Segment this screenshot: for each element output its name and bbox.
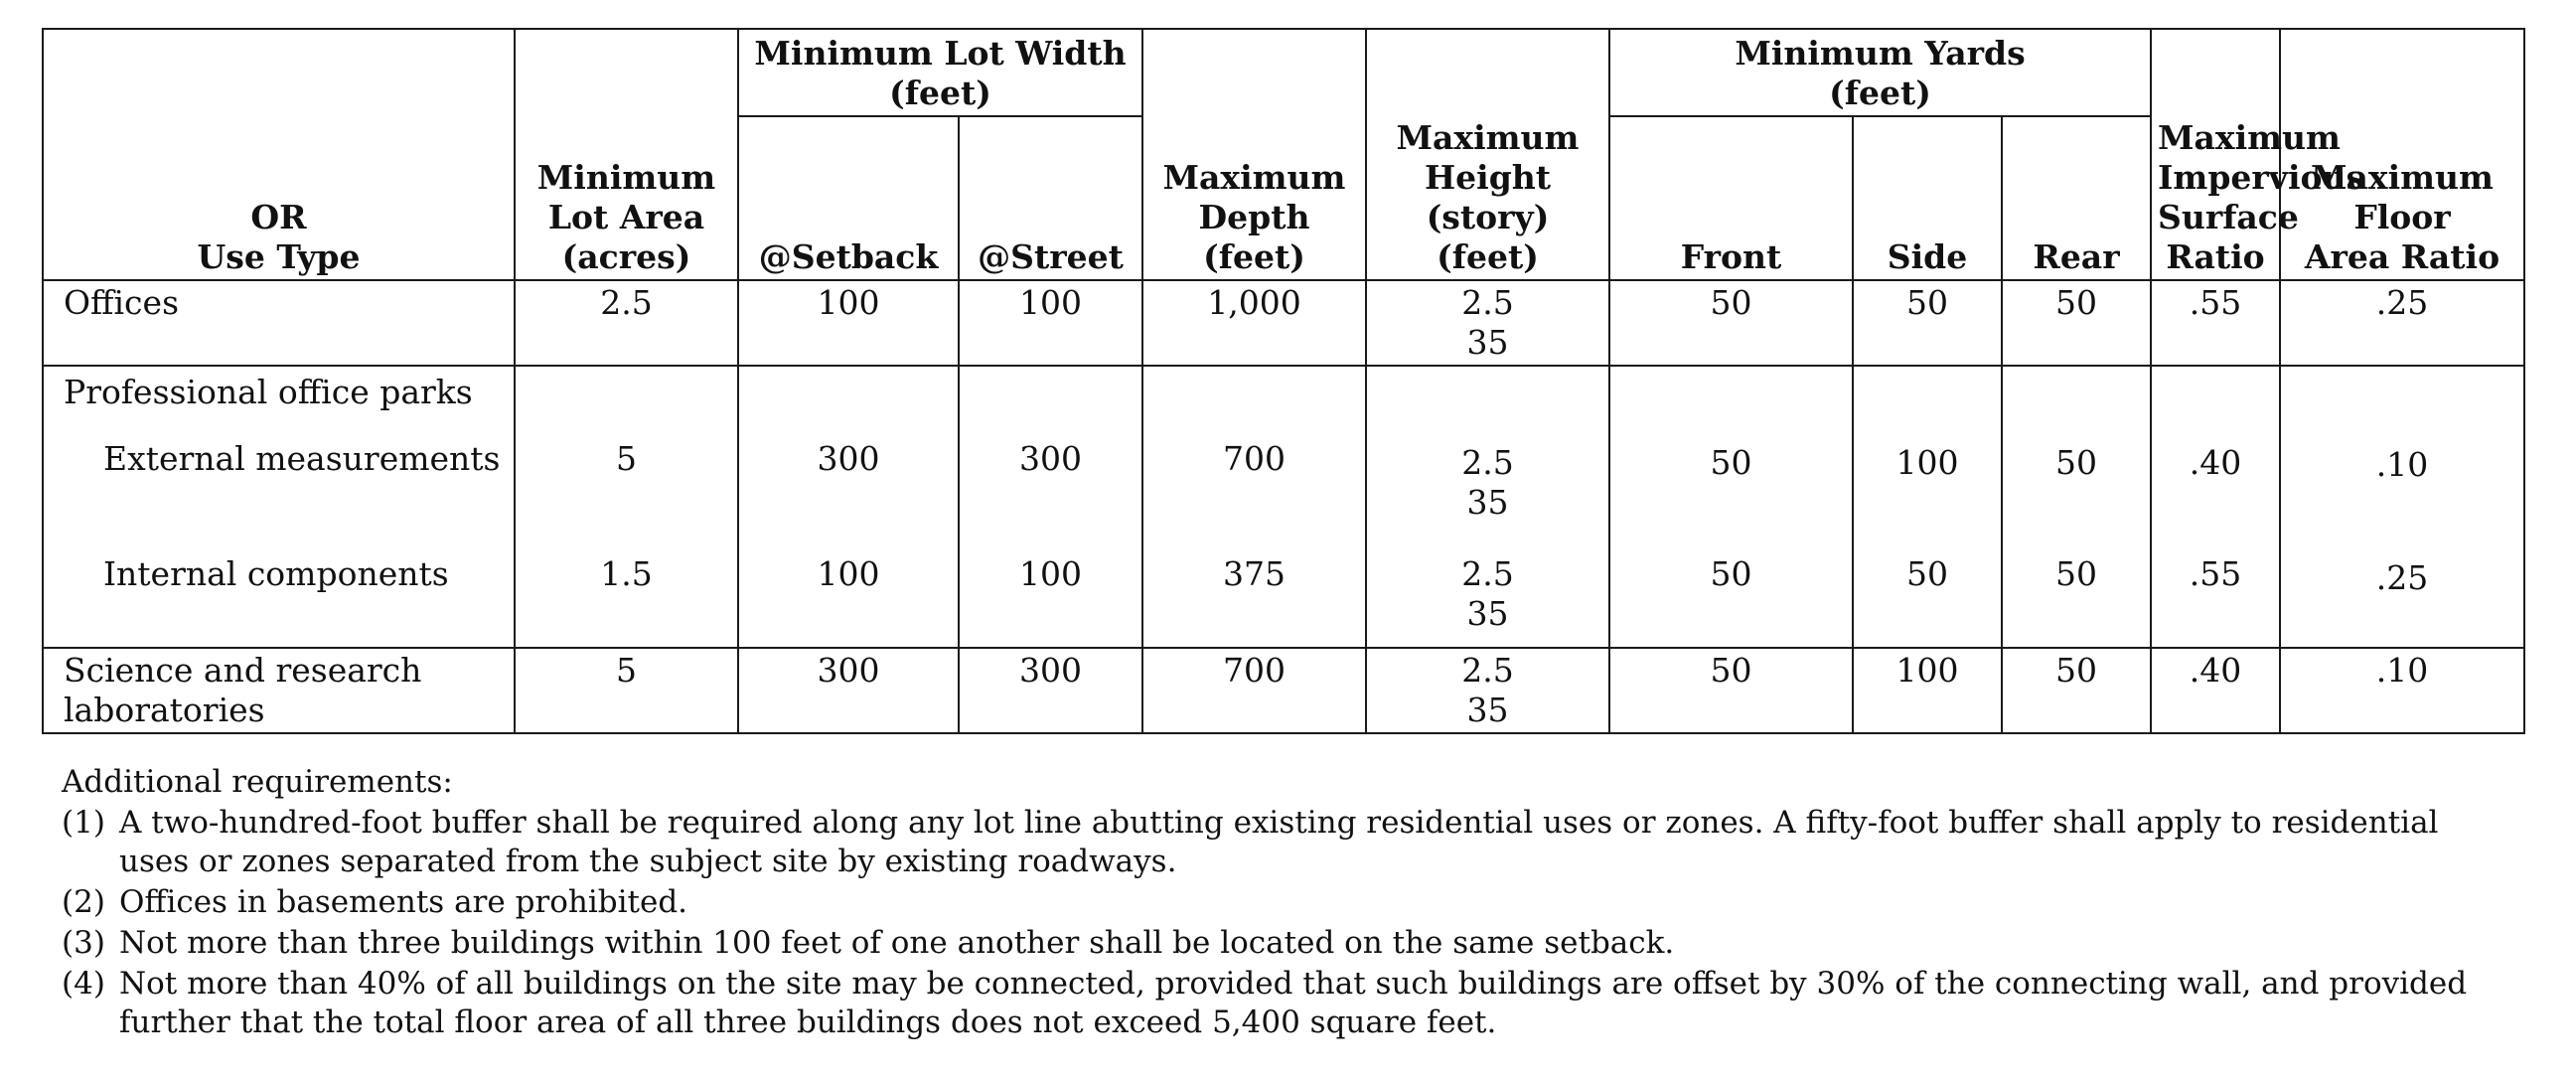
note-number: (2) <box>62 884 105 920</box>
cell-empty <box>1853 366 2002 431</box>
table-row <box>43 431 2576 552</box>
height-feet: 35 <box>1466 483 1509 522</box>
cell-impervious: .40 <box>2151 648 2280 733</box>
height-story: 2.5 <box>1461 283 1514 322</box>
cell-setback: 300 <box>738 648 959 733</box>
cell-empty <box>515 366 738 431</box>
table-row <box>43 552 2576 648</box>
cell-impervious: .40 <box>2151 431 2280 552</box>
note-number: (4) <box>62 966 105 1002</box>
cell-depth: 700 <box>1142 648 1366 733</box>
zoning-standards-table <box>42 28 2576 734</box>
height-feet: 35 <box>1466 691 1509 729</box>
cell-depth: 375 <box>1142 552 1366 648</box>
table-row <box>43 366 2576 431</box>
cell-empty <box>2002 366 2151 431</box>
cell-depth: 700 <box>1142 431 1366 552</box>
cell-use: Internal components <box>43 552 515 648</box>
note-number: (1) <box>62 805 105 841</box>
row-group-office-parks <box>43 366 2576 648</box>
height-feet: 35 <box>1466 323 1509 362</box>
cell-empty <box>1142 366 1366 431</box>
cell-street: 300 <box>959 648 1142 733</box>
cell-side: 100 <box>1853 431 2002 552</box>
header-front: Front <box>1609 116 1853 280</box>
cell-use: Science and research laboratories <box>43 648 515 733</box>
row-group-offices <box>43 280 2576 366</box>
header-max-height: Maximum Height (story) (feet) <box>1366 29 1609 280</box>
cell-height <box>1366 431 1609 552</box>
cell-use: External measurements <box>43 431 515 552</box>
cell-front: 50 <box>1609 648 1853 733</box>
header-side: Side <box>1853 116 2002 280</box>
note-text: Offices in basements are prohibited. <box>119 884 688 920</box>
note-number: (3) <box>62 925 105 961</box>
cell-lot-area: 5 <box>515 431 738 552</box>
cell-empty <box>1366 366 1609 431</box>
cell-setback: 100 <box>738 552 959 648</box>
cell-street: 100 <box>959 552 1142 648</box>
cell-rear: 50 <box>2002 280 2151 366</box>
table-row <box>43 280 2576 366</box>
note-item <box>62 924 2515 963</box>
cell-far: .10 <box>2280 431 2524 552</box>
table-row <box>43 648 2576 733</box>
cell-depth: 1,000 <box>1142 280 1366 366</box>
cell-lot-area: 1.5 <box>515 552 738 648</box>
cell-front: 50 <box>1609 431 1853 552</box>
cell-rear: 50 <box>2002 552 2151 648</box>
note-item <box>62 965 2515 1042</box>
row-group-science <box>43 648 2576 733</box>
note-item <box>62 804 2515 881</box>
cell-rear: 50 <box>2002 431 2151 552</box>
cell-height <box>1366 648 1609 733</box>
height-story: 2.5 <box>1461 554 1514 593</box>
additional-requirements <box>62 763 2515 1044</box>
cell-far: .10 <box>2280 648 2524 733</box>
cell-lot-area: 2.5 <box>515 280 738 366</box>
height-story: 2.5 <box>1461 651 1514 690</box>
cell-empty <box>959 366 1142 431</box>
cell-front: 50 <box>1609 552 1853 648</box>
cell-height <box>1366 280 1609 366</box>
cell-side: 50 <box>1853 280 2002 366</box>
cell-setback: 100 <box>738 280 959 366</box>
cell-far: .25 <box>2280 552 2524 648</box>
header-floor-area-ratio: Maximum Floor Area Ratio <box>2280 29 2524 280</box>
cell-use: Professional office parks <box>43 366 515 431</box>
cell-far: .25 <box>2280 280 2524 366</box>
cell-empty <box>2280 366 2524 431</box>
cell-side: 50 <box>1853 552 2002 648</box>
note-text: A two-hundred-foot buffer shall be required along any lot line abutting existing residential uses or zones. A fifty-foot buffer shall apply to residential uses or zones separated from the subject site by existing roadways. <box>119 805 2439 879</box>
note-item <box>62 883 2515 922</box>
note-text: Not more than three buildings within 100 feet of one another shall be located on the same setback. <box>119 925 1675 961</box>
cell-rear: 50 <box>2002 648 2151 733</box>
notes-heading: Additional requirements: <box>62 764 453 800</box>
header-rear: Rear <box>2002 116 2151 280</box>
cell-empty <box>1609 366 1853 431</box>
note-text: Not more than 40% of all buildings on the site may be connected, provided that such buildings are offset by 30% of the connecting wall, and provided further that the total floor area of all three buildings does not exceed 5,400 square feet. <box>119 966 2468 1040</box>
header-use-type: OR Use Type <box>43 29 515 280</box>
header-min-lot-area: Minimum Lot Area (acres) <box>515 29 738 280</box>
header-impervious-ratio: Maximum Impervious Surface Ratio <box>2151 29 2280 280</box>
cell-front: 50 <box>1609 280 1853 366</box>
cell-lot-area: 5 <box>515 648 738 733</box>
cell-impervious: .55 <box>2151 552 2280 648</box>
header-setback: @Setback <box>738 116 959 280</box>
cell-empty <box>2151 366 2280 431</box>
cell-impervious: .55 <box>2151 280 2280 366</box>
height-feet: 35 <box>1466 594 1509 633</box>
cell-height <box>1366 552 1609 648</box>
header-max-depth: Maximum Depth (feet) <box>1142 29 1366 280</box>
cell-street: 100 <box>959 280 1142 366</box>
cell-side: 100 <box>1853 648 2002 733</box>
cell-use: Offices <box>43 280 515 366</box>
cell-street: 300 <box>959 431 1142 552</box>
header-min-yards: Minimum Yards (feet) <box>1609 29 2151 116</box>
cell-empty <box>738 366 959 431</box>
header-street: @Street <box>959 116 1142 280</box>
cell-setback: 300 <box>738 431 959 552</box>
table-header <box>43 29 2576 280</box>
header-min-lot-width: Minimum Lot Width (feet) <box>738 29 1142 116</box>
height-story: 2.5 <box>1461 443 1514 482</box>
